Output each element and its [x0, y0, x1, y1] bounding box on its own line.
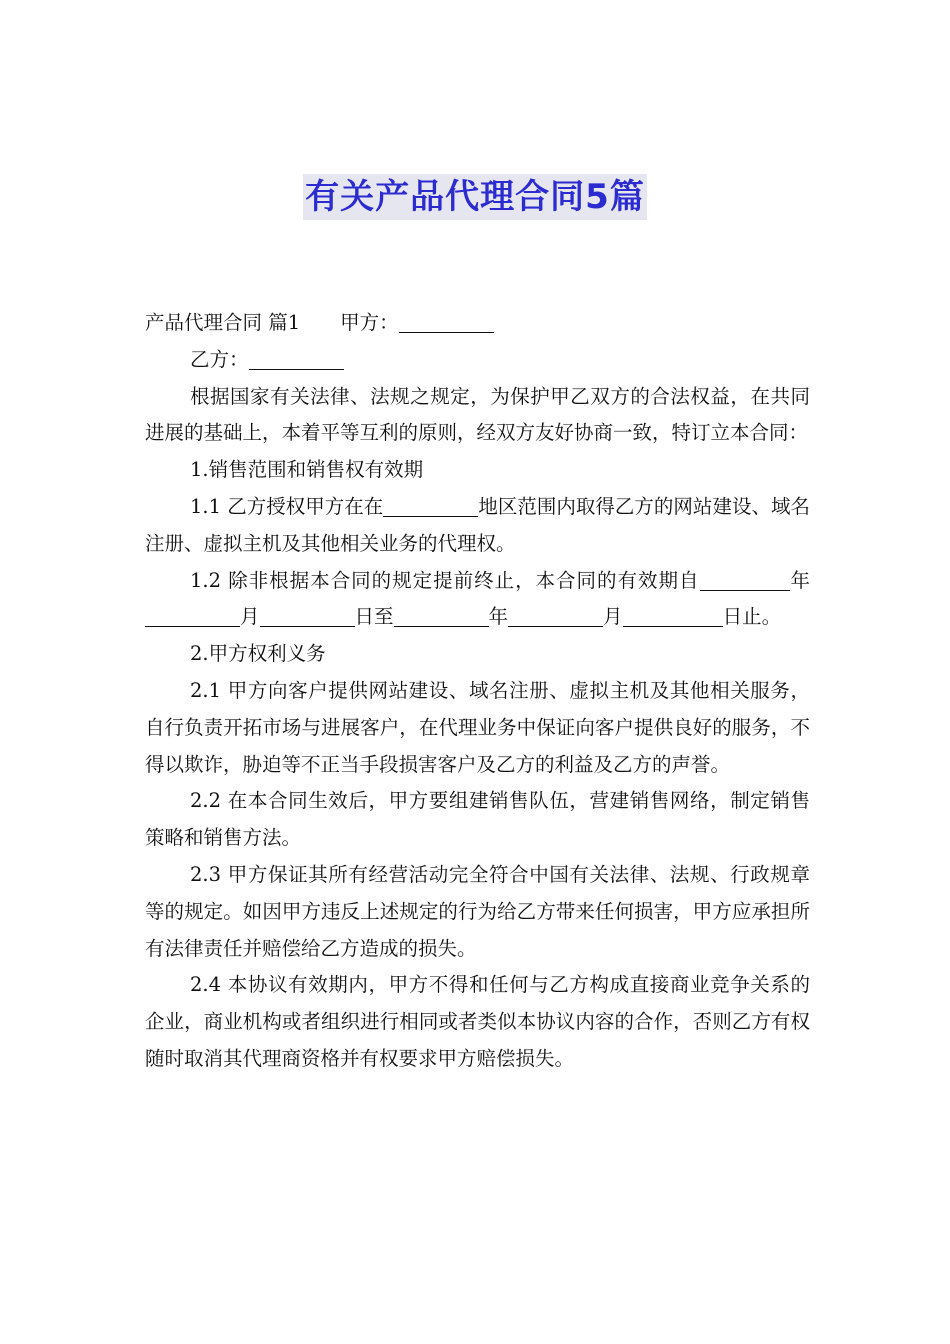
region-blank: [383, 494, 478, 517]
clause-2-3: 2.3 甲方保证其所有经营活动完全符合中国有关法律、法规、行政规章等的规定。如因甲方违反上述规定的行为给乙方带来任何损害，甲方应承担所有法律责任并赔偿给乙方造成的损失。: [145, 862, 810, 960]
end-month-blank: [508, 604, 603, 627]
start-day-blank: [260, 604, 355, 627]
clause-2-1: 2.1 甲方向客户提供网站建设、域名注册、虚拟主机及其他相关服务，自行负责开拓市场与进展客户，在代理业务中保证向客户提供良好的服务，不得以欺诈，胁迫等不正当手段损害客户及乙方的利益及乙方的声誉。: [145, 678, 810, 776]
end-year-blank: [394, 604, 489, 627]
start-month-blank: [145, 604, 240, 627]
heading-line: [145, 305, 810, 342]
party-b-line: [145, 342, 810, 379]
clause-2-2: 2.2 在本合同生效后，甲方要组建销售队伍，营建销售网络，制定销售策略和销售方法。: [145, 789, 810, 850]
party-a-blank: [399, 310, 494, 333]
intro-paragraph: 根据国家有关法律、法规之规定，为保护甲乙双方的合法权益，在共同进展的基础上，本着平等互利的原则，经双方友好协商一致，特订立本合同：: [145, 384, 810, 445]
title-container: [0, 174, 950, 220]
end-day-blank: [623, 604, 711, 627]
section-1-heading: 1.销售范围和销售权有效期: [190, 458, 424, 482]
party-b-label: 乙方：: [190, 347, 249, 371]
party-b-blank: [249, 347, 344, 370]
section-name: 产品代理合同 篇1: [145, 311, 301, 334]
party-a-label: 甲方：: [340, 311, 399, 334]
document-body: [145, 305, 810, 1078]
clause-1-2: 1.2 除非根据本合同的规定提前终止，本合同的有效期自 年月 日至 年 月 日止。: [145, 563, 810, 637]
clause-2-4: 2.4 本协议有效期内，甲方不得和任何与乙方构成直接商业竞争关系的企业，商业机构或者组织进行相同或者类似本协议内容的合作，否则乙方有权随时取消其代理商资格并有权要求甲方赔偿损失。: [145, 973, 810, 1070]
start-year-blank: [700, 568, 760, 591]
document-title: 有关产品代理合同5篇: [303, 174, 647, 220]
section-2-heading: 2.甲方权利义务: [190, 642, 326, 666]
clause-1-1: 1.1 乙方授权甲方在在 地区范围内取得乙方的网站建设、域名注册、虚拟主机及其他相关业务的代理权。: [145, 494, 810, 555]
